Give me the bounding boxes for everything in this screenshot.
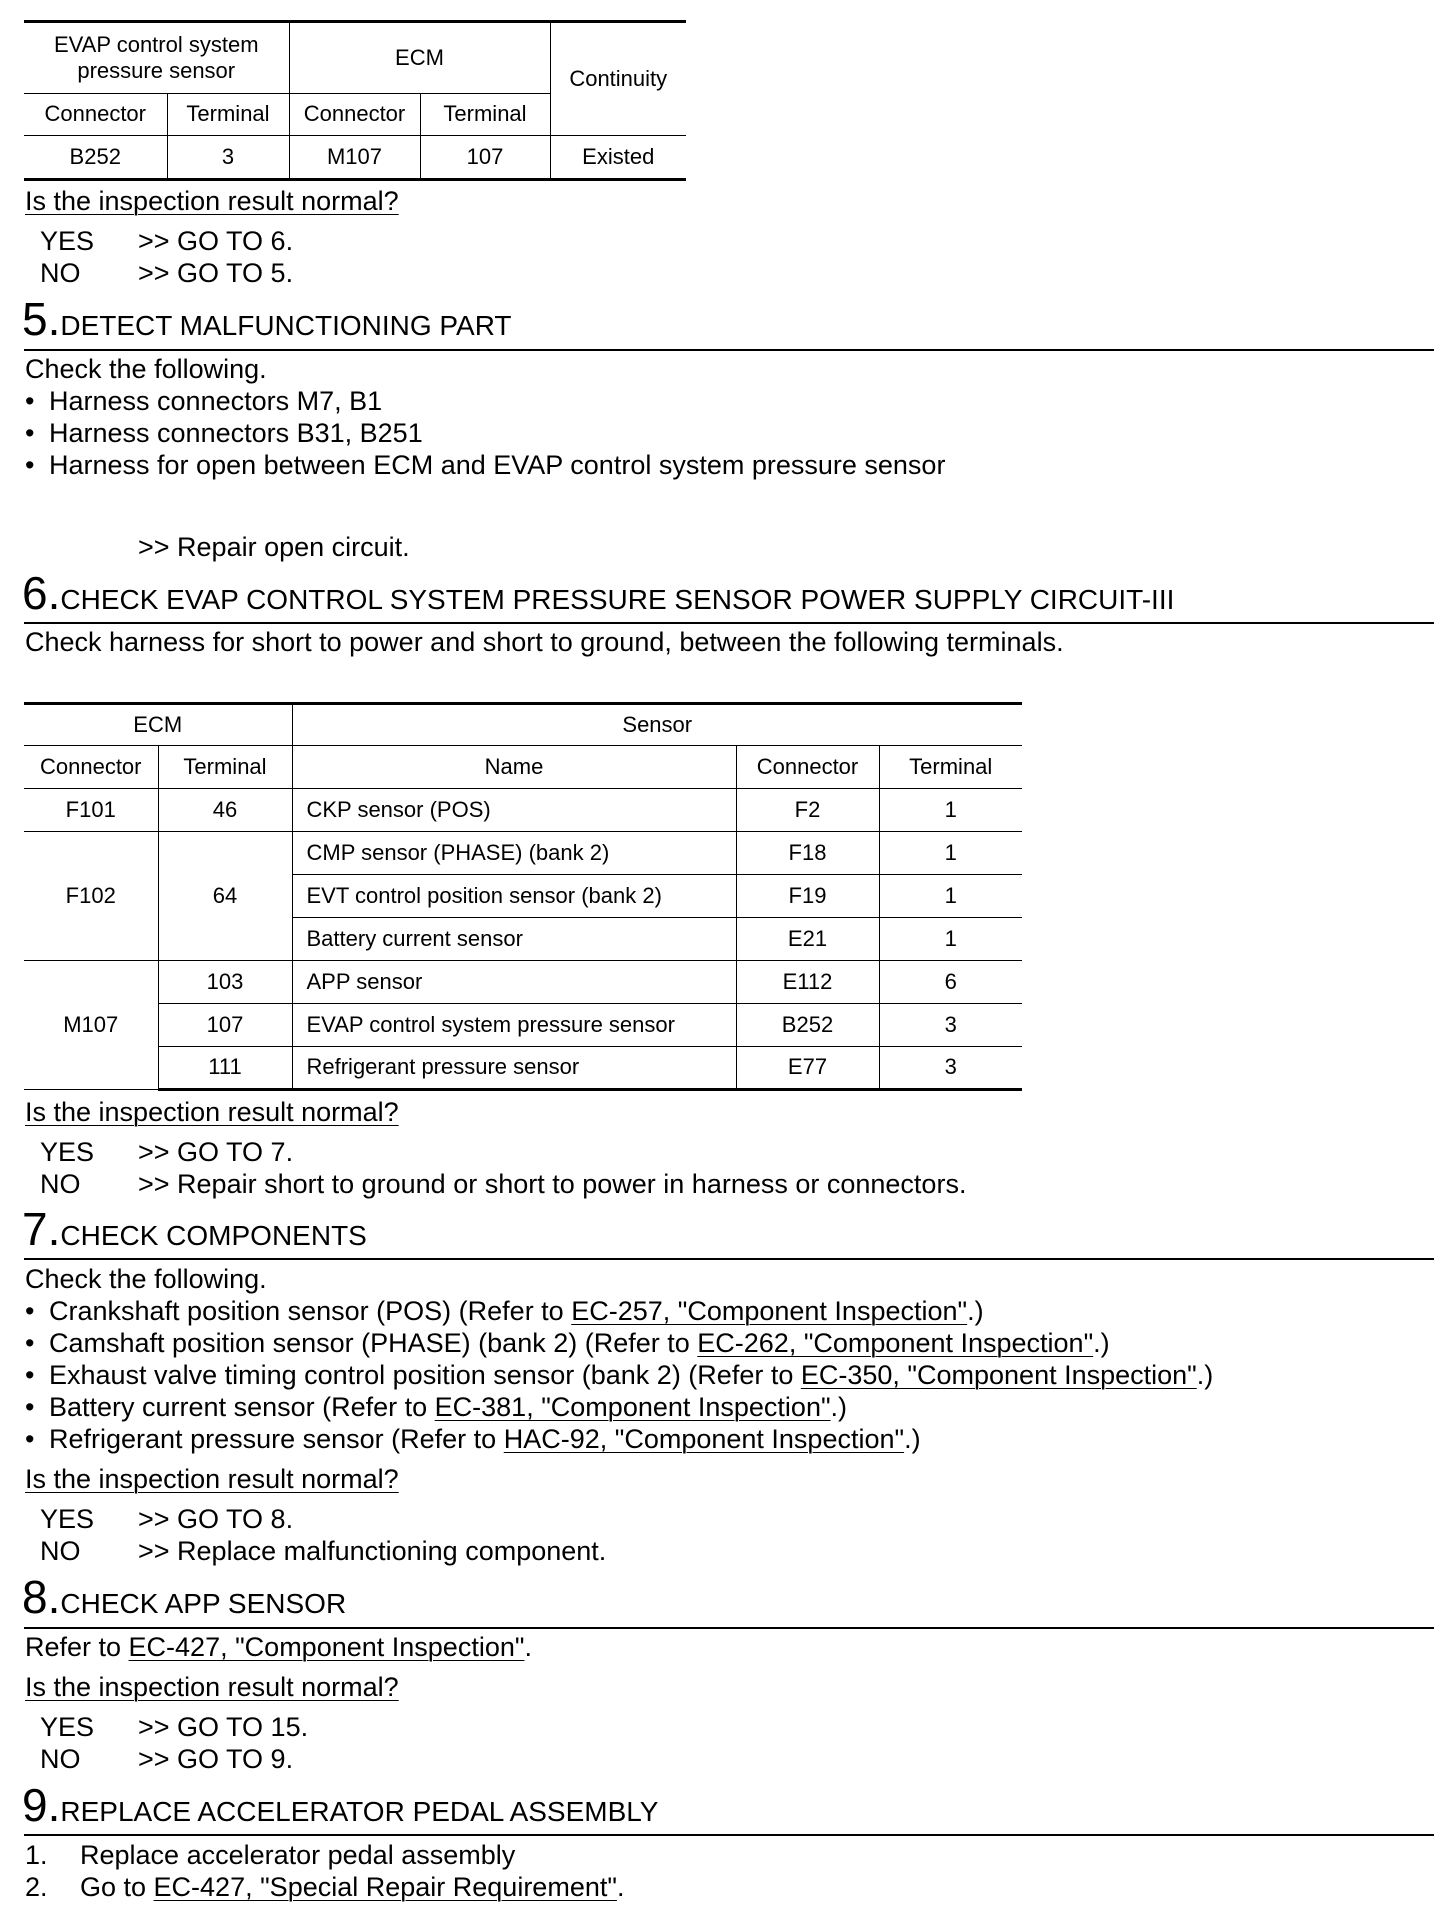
section-divider [24,349,1434,351]
answer-key: YES [40,226,95,256]
table-cell: B252 [736,1004,879,1047]
continuity-table [24,20,686,181]
table-cell: 1 [879,832,1022,875]
list-item: • Crankshaft position sensor (POS) (Refer to EC-257, "Component Inspection".) [25,1296,984,1326]
step-action: >> Repair open circuit. [138,532,410,562]
section-divider [24,622,1434,624]
terminal-table [24,702,1022,1091]
step-heading [22,1203,367,1255]
step-heading [22,567,1175,619]
table-cell: F19 [736,875,879,918]
sub-header-terminal: Terminal [420,94,550,136]
answer-value: >> GO TO 15. [138,1712,309,1742]
table-cell: 107 [420,136,550,180]
list-item-text: Crankshaft position sensor (POS) (Refer to [49,1296,572,1326]
step-number: 5. [22,293,61,345]
step-title: REPLACE ACCELERATOR PEDAL ASSEMBLY [60,1796,659,1827]
answer-key: NO [40,258,81,288]
sub-header-connector: Connector [24,746,158,789]
list-item: • Harness for open between ECM and EVAP control system pressure sensor [25,450,946,480]
step-title: DETECT MALFUNCTIONING PART [60,310,512,341]
step-number: 7. [22,1203,61,1255]
sub-header-name: Name [292,746,736,789]
list-item: • Harness connectors M7, B1 [25,386,383,416]
table-cell: EVT control position sensor (bank 2) [292,875,736,918]
cross-reference-link[interactable]: EC-427, "Special Repair Requirement" [153,1872,617,1902]
list-item-text: .) [967,1296,984,1326]
item-text: Replace accelerator pedal assembly [80,1840,516,1870]
table-cell: 111 [158,1047,292,1090]
numbered-item [25,1874,624,1901]
list-item: • Camshaft position sensor (PHASE) (bank 2) (Refer to EC-262, "Component Inspection".) [25,1328,1110,1358]
answer-value: >> GO TO 5. [138,258,294,288]
step-number: 9. [22,1779,61,1831]
table-cell: 1 [879,918,1022,961]
step-intro: Check the following. [25,354,267,384]
list-item-text: .) [830,1392,848,1422]
cross-reference-link[interactable]: EC-262, "Component Inspection" [697,1328,1094,1358]
answer-no [40,260,293,287]
list-item-text: Refrigerant pressure sensor (Refer to [49,1424,504,1454]
table-cell: CKP sensor (POS) [292,789,736,832]
ecm-header: ECM [289,22,550,94]
answer-key: NO [40,1536,81,1566]
item-text: Go to [80,1872,154,1902]
list-item-text: Harness for open between ECM and EVAP control system pressure sensor [49,450,946,480]
table-cell: 103 [158,961,292,1004]
refer-text: Refer to [25,1632,129,1662]
sub-header-connector: Connector [289,94,420,136]
table-cell: Existed [550,136,686,180]
table-cell: E112 [736,961,879,1004]
list-item-text: Harness connectors M7, B1 [49,386,383,416]
table-cell: Battery current sensor [292,918,736,961]
table-cell: 107 [158,1004,292,1047]
list-item-text: .) [904,1424,921,1454]
item-number: 1. [25,1840,48,1870]
step-number: 8. [22,1571,61,1623]
answer-value: >> Replace malfunctioning component. [138,1536,607,1566]
table-cell: 3 [879,1004,1022,1047]
cross-reference-link[interactable]: HAC-92, "Component Inspection" [503,1424,905,1454]
sub-header-terminal: Terminal [879,746,1022,789]
section-divider [24,1627,1434,1629]
step-number: 6. [22,567,61,619]
step-intro: Check the following. [25,1264,267,1294]
step-title: CHECK EVAP CONTROL SYSTEM PRESSURE SENSOR POWER SUPPLY CIRCUIT-III [60,584,1175,615]
answer-value: >> GO TO 9. [138,1744,294,1774]
answer-key: YES [40,1137,95,1167]
list-item: • Refrigerant pressure sensor (Refer to HAC-92, "Component Inspection".) [25,1424,921,1454]
table-cell: F101 [24,789,158,832]
inspection-question: Is the inspection result normal? [25,186,399,216]
table-cell: E77 [736,1047,879,1090]
sub-header-connector: Connector [736,746,879,789]
cross-reference-link[interactable]: EC-257, "Component Inspection" [571,1296,968,1326]
sub-header-connector: Connector [24,94,167,136]
inspection-question: Is the inspection result normal? [25,1097,399,1127]
step-intro: Check harness for short to power and short to ground, between the following terminals. [25,627,1064,657]
table-cell: APP sensor [292,961,736,1004]
table-cell: M107 [289,136,420,180]
list-item-text: .) [1196,1360,1214,1390]
answer-value: >> GO TO 6. [138,226,294,256]
answer-yes [40,228,293,255]
table-cell: 46 [158,789,292,832]
inspection-question: Is the inspection result normal? [25,1672,399,1702]
answer-no [40,1171,966,1198]
table-cell: EVAP control system pressure sensor [292,1004,736,1047]
item-number: 2. [25,1872,48,1902]
step-heading [22,293,512,345]
item-text: . [616,1872,625,1902]
ecm-header: ECM [24,704,292,746]
refer-text: . [524,1632,532,1662]
answer-key: YES [40,1504,95,1534]
table-cell: F2 [736,789,879,832]
table-cell: F18 [736,832,879,875]
answer-yes [40,1139,293,1166]
table-row [24,832,1022,875]
section-divider [24,1834,1434,1836]
cross-reference-link[interactable]: EC-350, "Component Inspection" [800,1360,1197,1390]
list-item: • Harness connectors B31, B251 [25,418,423,448]
table-cell: CMP sensor (PHASE) (bank 2) [292,832,736,875]
table-row [24,1004,1022,1047]
step-heading [22,1779,659,1831]
table-cell: 3 [167,136,289,180]
answer-key: YES [40,1712,95,1742]
table-cell: M107 [24,961,158,1090]
table-row [24,961,1022,1004]
answer-value: >> GO TO 7. [138,1137,294,1167]
section-divider [24,1258,1434,1260]
evap-sensor-header: EVAP control system pressure sensor [24,22,289,94]
table-row [24,789,1022,832]
cross-reference-link[interactable]: EC-381, "Component Inspection" [434,1392,831,1422]
answer-key: NO [40,1169,81,1199]
step-title: CHECK APP SENSOR [60,1588,347,1619]
table-cell: Refrigerant pressure sensor [292,1047,736,1090]
numbered-item [25,1842,515,1869]
table-cell: E21 [736,918,879,961]
sub-header-terminal: Terminal [167,94,289,136]
table-cell: 1 [879,789,1022,832]
answer-value: >> GO TO 8. [138,1504,294,1534]
table-cell: 1 [879,875,1022,918]
answer-key: NO [40,1744,81,1774]
sensor-header: Sensor [292,704,1022,746]
refer-line [25,1634,532,1661]
list-item: • Battery current sensor (Refer to EC-381, "Component Inspection".) [25,1392,848,1422]
table-cell: B252 [24,136,167,180]
table-cell: 3 [879,1047,1022,1090]
step-heading [22,1571,347,1623]
list-item: • Exhaust valve timing control position sensor (bank 2) (Refer to EC-350, "Component Inspection".) [25,1360,1214,1390]
list-item-text: Harness connectors B31, B251 [49,418,423,448]
answer-no [40,1538,606,1565]
list-item-text: Battery current sensor (Refer to [49,1392,435,1422]
answer-value: >> Repair short to ground or short to power in harness or connectors. [138,1169,967,1199]
inspection-question: Is the inspection result normal? [25,1464,399,1494]
list-item-text: .) [1093,1328,1110,1358]
list-item-text: Exhaust valve timing control position sensor (bank 2) (Refer to [49,1360,801,1390]
answer-no [40,1746,293,1773]
answer-yes [40,1714,308,1741]
answer-yes [40,1506,293,1533]
cross-reference-link[interactable]: EC-427, "Component Inspection" [128,1632,525,1662]
table-cell: F102 [24,832,158,961]
table-row [24,1047,1022,1090]
table-cell: 6 [879,961,1022,1004]
step-title: CHECK COMPONENTS [60,1220,367,1251]
table-cell: 64 [158,832,292,961]
sub-header-terminal: Terminal [158,746,292,789]
list-item-text: Camshaft position sensor (PHASE) (bank 2) (Refer to [49,1328,698,1358]
continuity-header: Continuity [550,22,686,136]
